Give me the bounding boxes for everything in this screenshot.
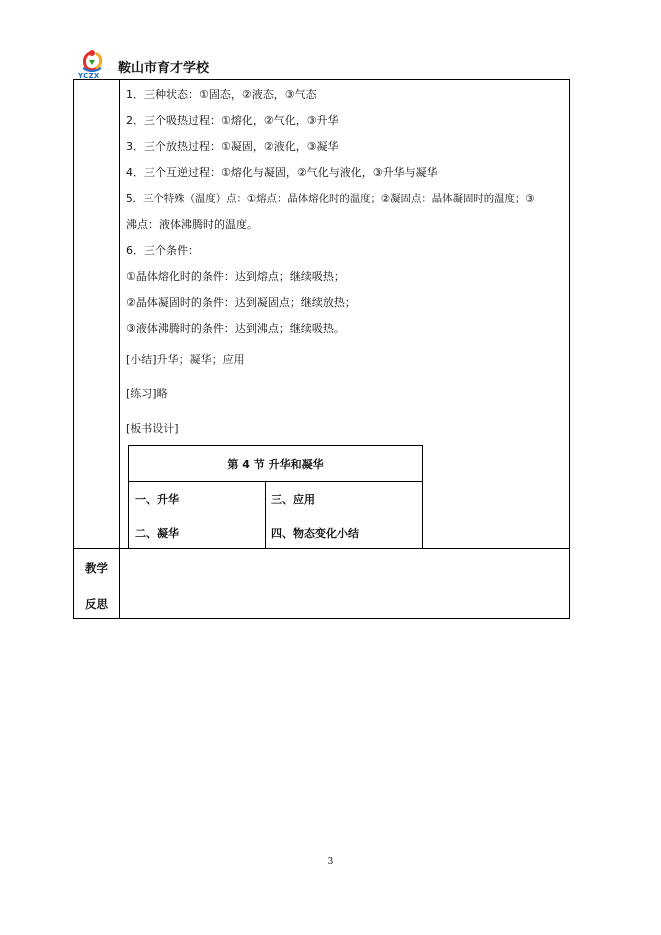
logo-text: YCZX: [78, 72, 100, 80]
logo-emblem-icon: [77, 48, 107, 74]
board-table-cell: 二、凝华: [135, 527, 179, 540]
board-table-title: 第 4 节 升华和凝华: [227, 458, 324, 471]
content-line: 5．三个特殊（温度）点：①熔点：晶体熔化时的温度；②凝固点：晶体凝固时的温度；③: [126, 193, 535, 205]
board-table-cell: 三、应用: [271, 493, 315, 506]
table-column-divider: [119, 80, 120, 618]
reflection-label-line1: 教学: [85, 561, 108, 575]
school-logo: [77, 48, 107, 80]
content-line: 沸点：液体沸腾时的温度。: [126, 218, 258, 231]
board-design-table: [128, 445, 423, 549]
reflection-label-line2: 反思: [85, 597, 108, 611]
content-line: 2．三个吸热过程：①熔化，②气化，③升华: [126, 114, 339, 127]
content-line: 4．三个互逆过程：①熔化与凝固，②气化与液化，③升华与凝华: [126, 166, 438, 179]
board-design-label: [板书设计]: [126, 422, 179, 435]
board-table-cell: 一、升华: [135, 493, 179, 506]
content-line: ②晶体凝固时的条件：达到凝固点；继续放热；: [126, 296, 356, 309]
summary-text: [小结]升华；凝华；应用: [126, 353, 245, 366]
content-line: ①晶体熔化时的条件：达到熔点；继续吸热；: [126, 270, 345, 283]
board-table-row-divider: [129, 481, 422, 482]
content-line: 3．三个放热过程：①凝固，②液化，③凝华: [126, 140, 339, 153]
practice-text: [练习]略: [126, 387, 168, 400]
board-table-column-divider: [265, 481, 266, 548]
board-table-cell: 四、物态变化小结: [271, 527, 359, 540]
content-line: ③液体沸腾时的条件：达到沸点；继续吸热。: [126, 322, 345, 335]
content-line: 6．三个条件：: [126, 244, 199, 257]
lesson-table: [73, 79, 570, 619]
content-line: 1．三种状态：①固态，②液态，③气态: [126, 88, 317, 101]
school-name: 鞍山市育才学校: [118, 60, 210, 76]
page-header: [77, 47, 209, 81]
page-number: 3: [327, 857, 334, 867]
